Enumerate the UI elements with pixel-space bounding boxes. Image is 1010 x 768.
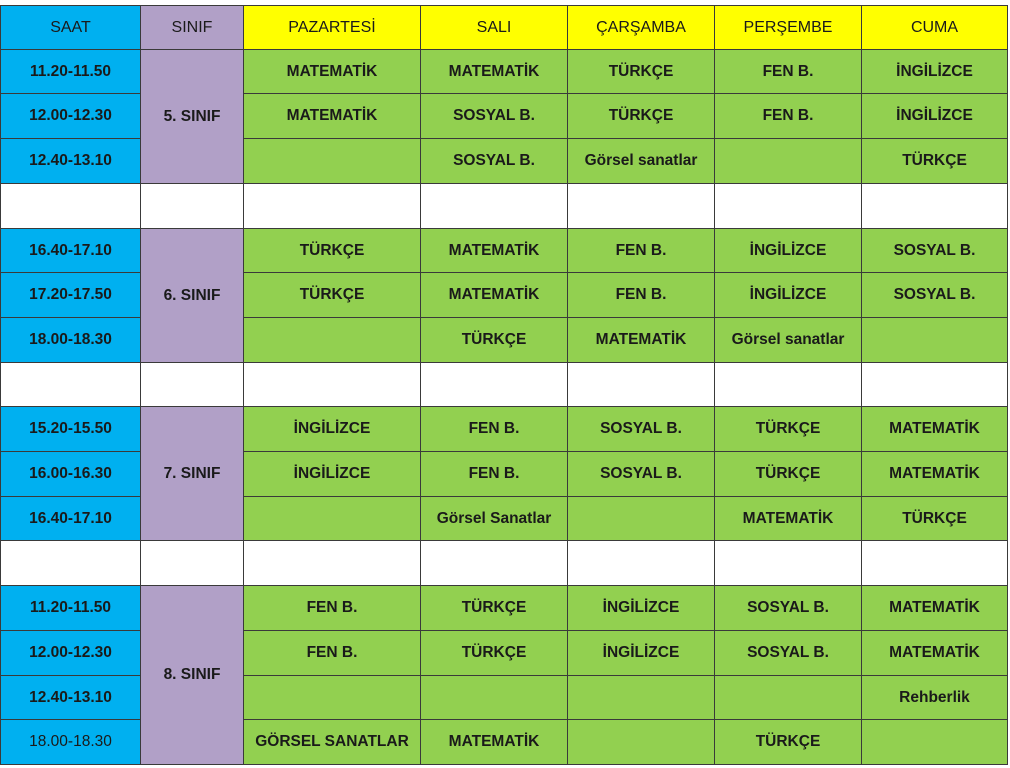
empty-lesson-cell: [862, 318, 1008, 363]
lesson-cell: TÜRKÇE: [862, 139, 1008, 184]
spacer-cell: [0, 184, 141, 229]
spacer-cell: [0, 363, 141, 407]
empty-lesson-cell: [244, 676, 421, 720]
lesson-cell: İNGİLİZCE: [568, 586, 715, 631]
class-label-cell: 6. SINIF: [141, 229, 244, 363]
time-cell: 16.00-16.30: [0, 452, 141, 497]
time-cell: 12.00-12.30: [0, 94, 141, 139]
lesson-cell: MATEMATİK: [421, 229, 568, 273]
lesson-cell: Rehberlik: [862, 676, 1008, 720]
time-cell: 18.00-18.30: [0, 720, 141, 765]
lesson-cell: TÜRKÇE: [421, 586, 568, 631]
spacer-cell: [244, 184, 421, 229]
lesson-cell: TÜRKÇE: [568, 94, 715, 139]
empty-lesson-cell: [568, 497, 715, 541]
spacer-cell: [141, 184, 244, 229]
spacer-cell: [715, 184, 862, 229]
spacer-cell: [568, 541, 715, 586]
lesson-cell: SOSYAL B.: [568, 407, 715, 452]
lesson-cell: MATEMATİK: [862, 586, 1008, 631]
spacer-cell: [862, 184, 1008, 229]
lesson-cell: FEN B.: [568, 229, 715, 273]
lesson-cell: SOSYAL B.: [568, 452, 715, 497]
spacer-cell: [568, 363, 715, 407]
lesson-cell: İNGİLİZCE: [568, 631, 715, 676]
time-cell: 12.40-13.10: [0, 676, 141, 720]
lesson-cell: FEN B.: [715, 94, 862, 139]
lesson-cell: TÜRKÇE: [421, 631, 568, 676]
empty-lesson-cell: [244, 318, 421, 363]
lesson-cell: TÜRKÇE: [421, 318, 568, 363]
time-cell: 16.40-17.10: [0, 229, 141, 273]
spacer-cell: [862, 363, 1008, 407]
lesson-cell: MATEMATİK: [568, 318, 715, 363]
empty-lesson-cell: [421, 676, 568, 720]
lesson-cell: TÜRKÇE: [244, 229, 421, 273]
spacer-cell: [244, 541, 421, 586]
lesson-cell: GÖRSEL SANATLAR: [244, 720, 421, 765]
lesson-cell: FEN B.: [244, 586, 421, 631]
lesson-cell: SOSYAL B.: [862, 229, 1008, 273]
lesson-cell: MATEMATİK: [421, 273, 568, 318]
lesson-cell: MATEMATİK: [421, 720, 568, 765]
lesson-cell: MATEMATİK: [244, 94, 421, 139]
lesson-cell: FEN B.: [715, 50, 862, 94]
spacer-cell: [141, 363, 244, 407]
time-cell: 16.40-17.10: [0, 497, 141, 541]
lesson-cell: SOSYAL B.: [715, 631, 862, 676]
spacer-cell: [0, 541, 141, 586]
empty-lesson-cell: [244, 497, 421, 541]
spacer-cell: [715, 541, 862, 586]
spacer-cell: [715, 363, 862, 407]
class-label-cell: 7. SINIF: [141, 407, 244, 541]
lesson-cell: TÜRKÇE: [715, 452, 862, 497]
lesson-cell: FEN B.: [244, 631, 421, 676]
empty-lesson-cell: [568, 720, 715, 765]
lesson-cell: TÜRKÇE: [715, 407, 862, 452]
class-label-cell: 5. SINIF: [141, 50, 244, 184]
header-day: CUMA: [862, 5, 1008, 50]
spacer-cell: [862, 541, 1008, 586]
lesson-cell: TÜRKÇE: [568, 50, 715, 94]
spacer-cell: [421, 541, 568, 586]
lesson-cell: MATEMATİK: [862, 631, 1008, 676]
time-cell: 11.20-11.50: [0, 586, 141, 631]
lesson-cell: MATEMATİK: [862, 407, 1008, 452]
lesson-cell: Görsel sanatlar: [568, 139, 715, 184]
lesson-cell: İNGİLİZCE: [862, 94, 1008, 139]
lesson-cell: TÜRKÇE: [715, 720, 862, 765]
header-day: ÇARŞAMBA: [568, 5, 715, 50]
lesson-cell: İNGİLİZCE: [715, 229, 862, 273]
lesson-cell: TÜRKÇE: [862, 497, 1008, 541]
lesson-cell: TÜRKÇE: [244, 273, 421, 318]
spacer-cell: [421, 363, 568, 407]
empty-lesson-cell: [244, 139, 421, 184]
lesson-cell: SOSYAL B.: [421, 139, 568, 184]
lesson-cell: Görsel sanatlar: [715, 318, 862, 363]
lesson-cell: İNGİLİZCE: [244, 452, 421, 497]
lesson-cell: MATEMATİK: [421, 50, 568, 94]
header-day: SALI: [421, 5, 568, 50]
lesson-cell: Görsel Sanatlar: [421, 497, 568, 541]
time-cell: 11.20-11.50: [0, 50, 141, 94]
spacer-cell: [421, 184, 568, 229]
header-sinif: SINIF: [141, 5, 244, 50]
header-saat: SAAT: [0, 5, 141, 50]
time-cell: 12.00-12.30: [0, 631, 141, 676]
lesson-cell: SOSYAL B.: [715, 586, 862, 631]
spacer-cell: [244, 363, 421, 407]
header-day: PERŞEMBE: [715, 5, 862, 50]
lesson-cell: MATEMATİK: [244, 50, 421, 94]
empty-lesson-cell: [715, 676, 862, 720]
time-cell: 18.00-18.30: [0, 318, 141, 363]
empty-lesson-cell: [568, 676, 715, 720]
lesson-cell: İNGİLİZCE: [244, 407, 421, 452]
empty-lesson-cell: [715, 139, 862, 184]
lesson-cell: MATEMATİK: [715, 497, 862, 541]
lesson-cell: FEN B.: [568, 273, 715, 318]
lesson-cell: SOSYAL B.: [862, 273, 1008, 318]
time-cell: 15.20-15.50: [0, 407, 141, 452]
spacer-cell: [568, 184, 715, 229]
time-cell: 17.20-17.50: [0, 273, 141, 318]
time-cell: 12.40-13.10: [0, 139, 141, 184]
lesson-cell: SOSYAL B.: [421, 94, 568, 139]
lesson-cell: MATEMATİK: [862, 452, 1008, 497]
header-day: PAZARTESİ: [244, 5, 421, 50]
lesson-cell: İNGİLİZCE: [715, 273, 862, 318]
spacer-cell: [141, 541, 244, 586]
lesson-cell: İNGİLİZCE: [862, 50, 1008, 94]
lesson-cell: FEN B.: [421, 452, 568, 497]
class-label-cell: 8. SINIF: [141, 586, 244, 765]
lesson-cell: FEN B.: [421, 407, 568, 452]
empty-lesson-cell: [862, 720, 1008, 765]
